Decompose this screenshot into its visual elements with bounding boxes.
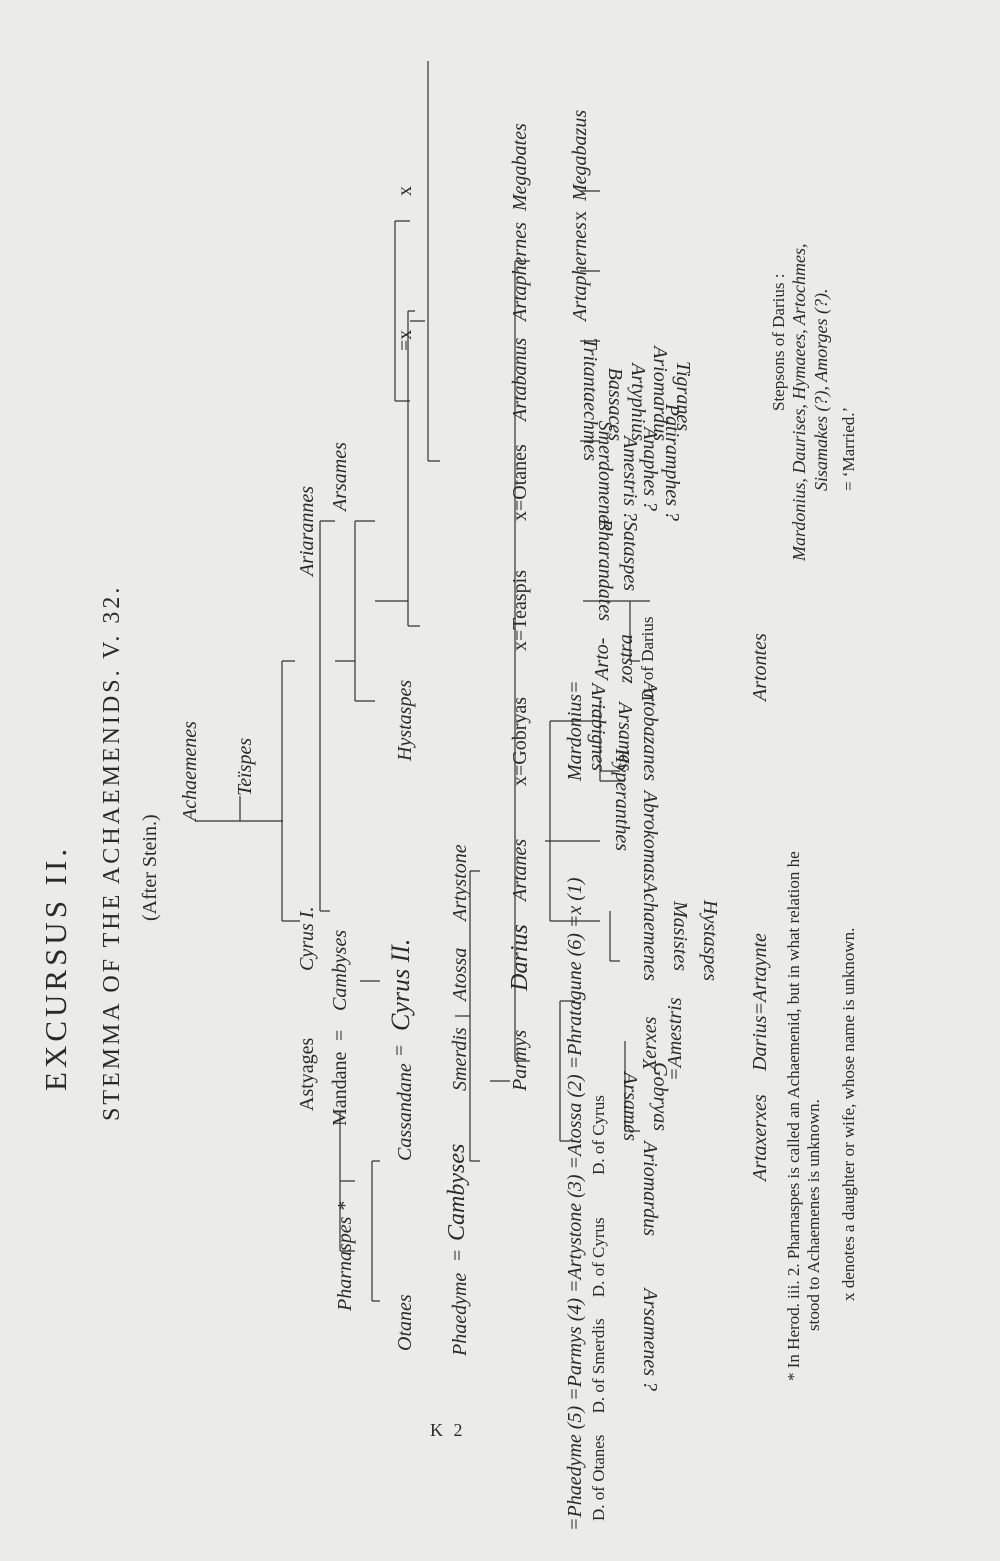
name-ariarannes: Ariarannes (296, 486, 318, 576)
name-achaemenes: Achaemenes (179, 721, 201, 821)
name-tigranes: Tigranes (672, 360, 694, 431)
wives-line: =Phaedyme (5) =Parmys (4) =Artystone (3) =Atossa (2) =Phratagune (6) =x (1) (564, 877, 586, 1531)
name-artabanus: Artabanus (509, 337, 531, 421)
stepsons-line2: Sisamakes (?), Amorges (?). (811, 288, 831, 491)
name-artaphernes1: Artaphernes (509, 222, 531, 321)
eq3: = (447, 1249, 469, 1261)
name-astyages: Astyages (296, 1037, 318, 1111)
stepsons-line1: Mardonius, Daurises, Hymaees, Artochmes, (789, 243, 809, 561)
artozostra-l3: D. of Darius (638, 616, 657, 701)
name-pharandates: Pharandates (594, 518, 616, 621)
name-amestris-q: Amestris ? (619, 436, 641, 521)
x-mid: x (569, 211, 591, 221)
name-arsames3: Arsames (614, 702, 636, 771)
name-mandane: Mandane (329, 1051, 351, 1126)
name-ariomardus2: Ariomardus (649, 346, 671, 441)
name-artanes: Artanes (509, 838, 531, 901)
name-phaedyme: Phaedyme (449, 1272, 471, 1356)
footnote-2: x denotes a daughter or wife, whose name is unknown. (839, 927, 858, 1301)
married-note: = ‘Married.’ (839, 406, 858, 491)
name-xerxes: Xerxes (639, 1016, 661, 1071)
name-anaphes: Anaphes ? (639, 427, 661, 511)
eq1: = (329, 1029, 351, 1041)
stepsons-title: Stepsons of Darius : (769, 273, 788, 411)
name-darius-artaynte: Darius=Artaynte (749, 933, 771, 1071)
name-artaxerxes: Artaxerxes (749, 1094, 771, 1181)
name-amestris: =Amestris (664, 997, 686, 1081)
name-parmys: Parmys (509, 1029, 531, 1091)
x-teaspis: x=Teaspis (509, 570, 531, 651)
name-atossa: Atossa (449, 947, 471, 1001)
footnote-1: * In Herod. iii. 2. Pharnaspes is called an Achaemenid, but in what relation he (784, 851, 803, 1381)
footnote-1b: stood to Achaemenes is unknown. (804, 1099, 823, 1331)
artozostra-l2: zostra (615, 634, 637, 684)
x-otanes2: x=Otanes (509, 444, 531, 521)
name-artontes: Artontes (749, 633, 771, 701)
name-megabates: Megabates (509, 123, 531, 211)
page-title: STEMMA OF THE ACHAEMENIDS. V. 32. (99, 584, 125, 1121)
name-artobazanes: Artobazanes (639, 681, 661, 781)
name-achaemenes2: Achaemenes (639, 881, 661, 981)
name-ariabignes: Ariabignes (587, 683, 609, 771)
name-hyperanthes: Hyperanthes (611, 748, 633, 851)
name-sataspes: Sataspes (619, 521, 641, 591)
artozostra-l1: Arto- (591, 637, 613, 680)
x-gobryas: x=Gobryas (509, 696, 531, 786)
name-arsames2: Arsames (619, 1072, 641, 1141)
eq2: = (389, 1044, 411, 1056)
name-cambyses2: Cambyses (444, 1143, 470, 1241)
name-smerdomenes: Smerdomenes (594, 420, 616, 531)
name-pharnaspes: Pharnaspes * (334, 1201, 356, 1311)
name-megabazus: Megabazus (569, 109, 591, 201)
name-teispes: Teïspes (234, 737, 256, 796)
x-top: x (394, 186, 416, 196)
name-cyrus1: Cyrus I. (296, 906, 318, 971)
name-arsames: Arsames (329, 442, 351, 511)
name-hystaspes2: Hystaspes (699, 899, 721, 981)
name-patiramphes: Patiramphes ? (661, 403, 683, 521)
eqx-top: =x (394, 329, 416, 351)
name-artaphernes2: Artaphernes (569, 222, 591, 321)
name-darius: Darius (507, 924, 533, 991)
name-bassaces: Bassaces (604, 367, 626, 441)
name-cambyses-elder: Cambyses (329, 929, 351, 1011)
name-arsamenes: Arsamenes ? (639, 1288, 661, 1391)
mardonius-eq: Mardonius= (564, 680, 586, 781)
name-cassandane: Cassandane (394, 1063, 416, 1161)
name-otanes-top: Otanes (394, 1294, 416, 1351)
wives-sub: D. of Otanes D. of Smerdis D. of Cyrus D. of Cyrus (589, 1095, 608, 1521)
name-cyrus2: Cyrus II. (386, 938, 415, 1031)
subtitle: (After Stein.) (139, 814, 161, 921)
name-ariomardus1: Ariomardus (639, 1141, 661, 1236)
name-artystone: Artystone (449, 844, 471, 921)
name-tritantaechmes: Tritantaechmes (579, 337, 601, 461)
page-number: K 2 (430, 1420, 466, 1440)
name-gobryas2: Gobryas (649, 1062, 671, 1131)
name-hystaspes: Hystaspes (394, 679, 416, 761)
name-abrokomas: Abrokomas (639, 790, 661, 881)
excursus-heading: EXCURSUS II. (38, 844, 73, 1091)
name-smerdis: Smerdis (449, 1027, 471, 1091)
name-masistes: Masistes (669, 901, 691, 971)
name-artyphius: Artyphius (627, 363, 649, 441)
